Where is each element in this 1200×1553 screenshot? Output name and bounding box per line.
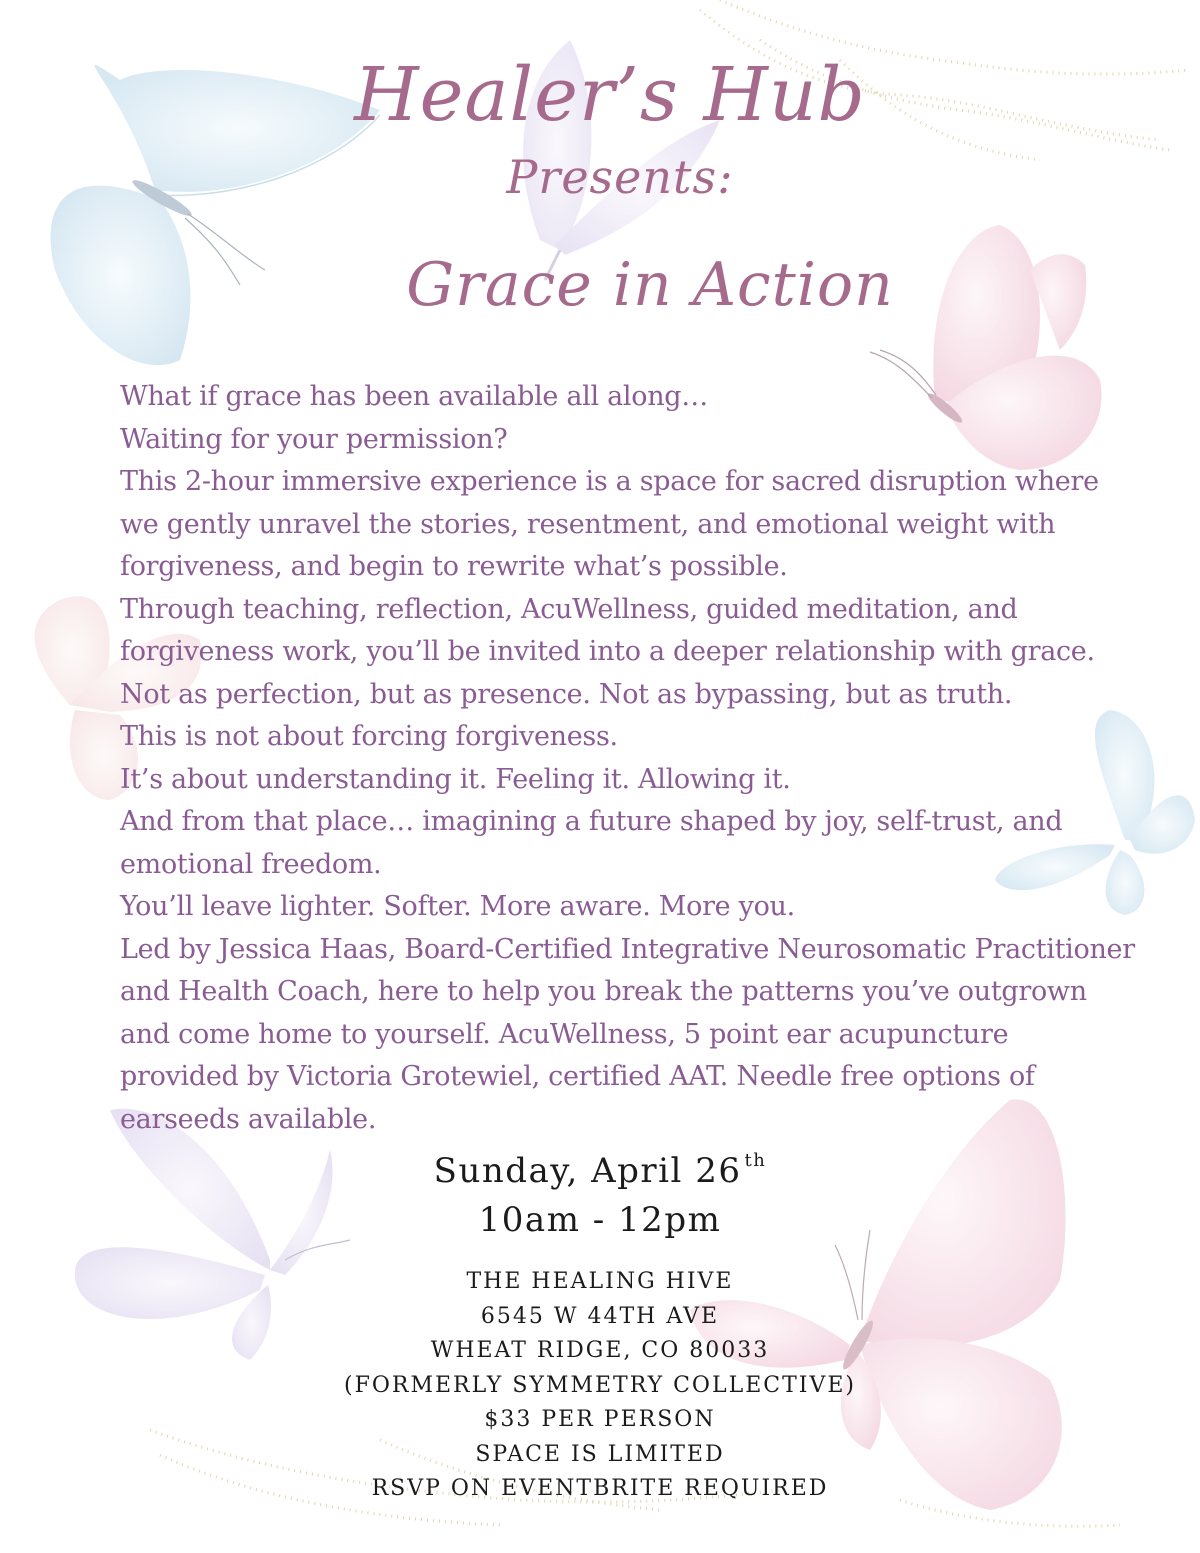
description-line: we gently unravel the stories, resentment, and emotional weight with: [120, 508, 1056, 540]
event-description: [120, 376, 1170, 1141]
event-date: [0, 1150, 1200, 1191]
event-date-text: Sunday, April 26: [433, 1151, 742, 1191]
venue-former-name: (FORMERLY SYMMETRY COLLECTIVE): [344, 1372, 856, 1398]
event-title-healers-hub: Healer’s Hub: [354, 52, 866, 138]
event-name: Grace in Action: [406, 250, 894, 320]
description-line: earseeds available.: [120, 1103, 377, 1135]
event-time: 10am - 12pm: [478, 1200, 722, 1240]
description-line: Not as perfection, but as presence. Not as bypassing, but as truth.: [120, 678, 1013, 710]
description-line: And from that place… imagining a future shaped by joy, self-trust, and: [120, 806, 1063, 837]
description-line: Through teaching, reflection, AcuWellness, guided meditation, and: [120, 593, 1018, 625]
event-subtitle-presents: Presents:: [506, 150, 734, 204]
description-line: Waiting for your permission?: [120, 423, 508, 455]
description-line: This 2-hour immersive experience is a space for sacred disruption where: [120, 466, 1099, 497]
description-line: You’ll leave lighter. Softer. More aware. More you.: [120, 891, 795, 922]
capacity-note: SPACE IS LIMITED: [475, 1441, 725, 1467]
venue-city-state-zip: WHEAT RIDGE, CO 80033: [430, 1338, 770, 1363]
venue-name: THE HEALING HIVE: [466, 1269, 734, 1294]
description-line: provided by Victoria Grotewiel, certified AAT. Needle free options of: [120, 1061, 1035, 1092]
description-line: and Health Coach, here to help you break the patterns you’ve outgrown: [120, 976, 1087, 1007]
description-line: This is not about forcing forgiveness.: [120, 721, 618, 752]
description-line: emotional freedom.: [120, 848, 382, 880]
ticket-price: $33 PER PERSON: [484, 1407, 716, 1432]
description-line: Led by Jessica Haas, Board-Certified Integrative Neurosomatic Practitioner: [120, 933, 1135, 965]
description-line: forgiveness work, you’ll be invited into a deeper relationship with grace.: [120, 636, 1095, 667]
description-line: What if grace has been available all along…: [120, 381, 708, 412]
event-date-suffix: th: [744, 1150, 767, 1171]
description-line: forgiveness, and begin to rewrite what’s possible.: [120, 551, 788, 582]
venue-street-address: 6545 W 44TH AVE: [480, 1303, 720, 1329]
description-line: It’s about understanding it. Feeling it. Allowing it.: [120, 763, 791, 795]
venue-details: [0, 1265, 1200, 1507]
description-line: and come home to yourself. AcuWellness, 5 point ear acupuncture: [120, 1018, 1009, 1050]
rsvp-note: RSVP ON EVENTBRITE REQUIRED: [371, 1476, 829, 1501]
